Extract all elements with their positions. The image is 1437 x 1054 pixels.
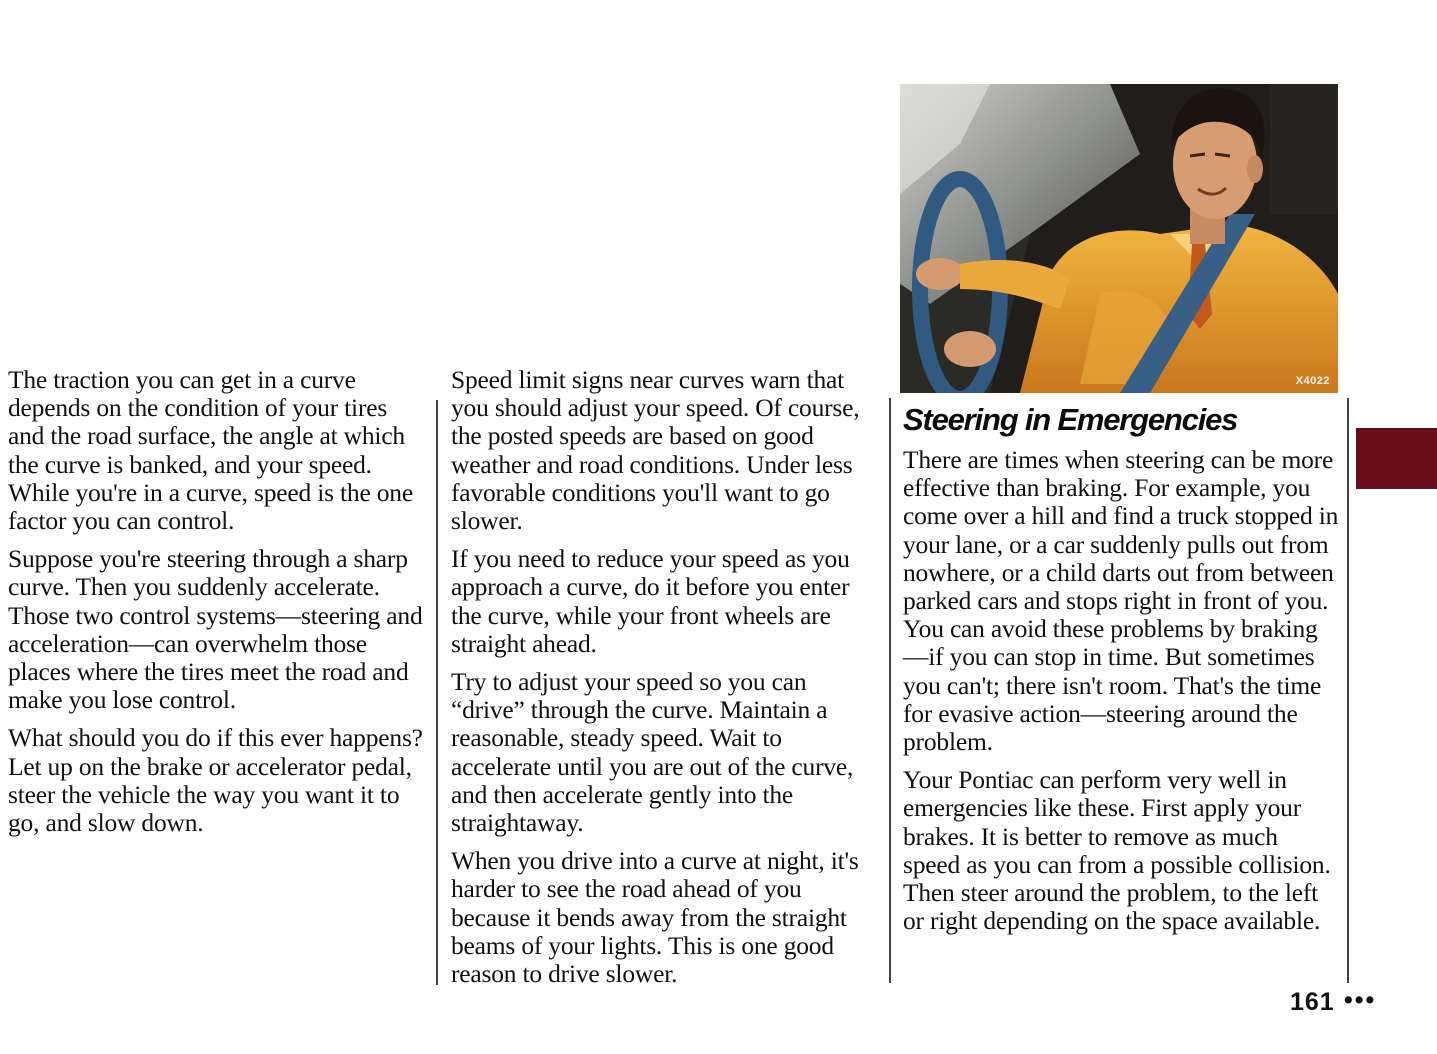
paragraph: There are times when steering can be more effective than braking. For example, you come over a hill and find a truck stopped in your lane, or a car suddenly pulls out from nowhere, or a child darts out from between parked cars and stops right in front of you. You can avoid these problems by braking—if you can stop in time. But sometimes you can't; there isn't room. That's the time for evasive action—steering around the problem. [903,445,1339,757]
paragraph: When you drive into a curve at night, it's harder to see the road ahead of you because it bends away from the straight beams of your lights. This is one good reason to drive slower. [451,846,859,989]
illustration-code: X4022 [1295,375,1330,387]
paragraph: If you need to reduce your speed as you approach a curve, do it before you enter the curve, while your front wheels are straight ahead. [451,544,850,658]
column-rule [436,400,438,985]
paragraph: Suppose you're steering through a sharp curve. Then you suddenly accelerate. Those two control systems—steering and acceleration—can overwhelm those places where the tires meet the road and make you lose control. [8,544,423,715]
text-column-3 [903,446,1339,945]
column-rule [1347,398,1349,983]
column-rule [889,398,891,983]
page-number: 161 [1290,988,1335,1016]
paragraph: Your Pontiac can perform very well in emergencies like these. First apply your brakes. It is better to remove as much speed as you can from a possible collision. Then steer around the problem, to the left or right depending on the space available. [903,765,1331,936]
paragraph: Speed limit signs near curves warn that you should adjust your speed. Of course, the posted speeds are based on good weather and road conditions. Under less favorable conditions you'll want to go slower. [451,365,860,536]
text-column-1 [8,366,423,847]
driver-drawing [900,84,1338,393]
text-column-2 [451,366,871,998]
section-tab [1356,428,1437,489]
paragraph: Try to adjust your speed so you can “drive” through the curve. Maintain a reasonable, steady speed. Wait to accelerate until you are out of the curve, and then accelerate gently into the straightaway. [451,667,854,838]
driver-illustration [900,84,1338,393]
paragraph: The traction you can get in a curve depends on the condition of your tires and the road surface, the angle at which the curve is banked, and your speed. While you're in a curve, speed is the one factor you can control. [8,365,413,536]
page-dots: ••• [1344,986,1377,1014]
paragraph: What should you do if this ever happens? Let up on the brake or accelerator pedal, steer the vehicle the way you want it to go, and slow down. [8,723,423,838]
section-heading: Steering in Emergencies [903,402,1238,437]
